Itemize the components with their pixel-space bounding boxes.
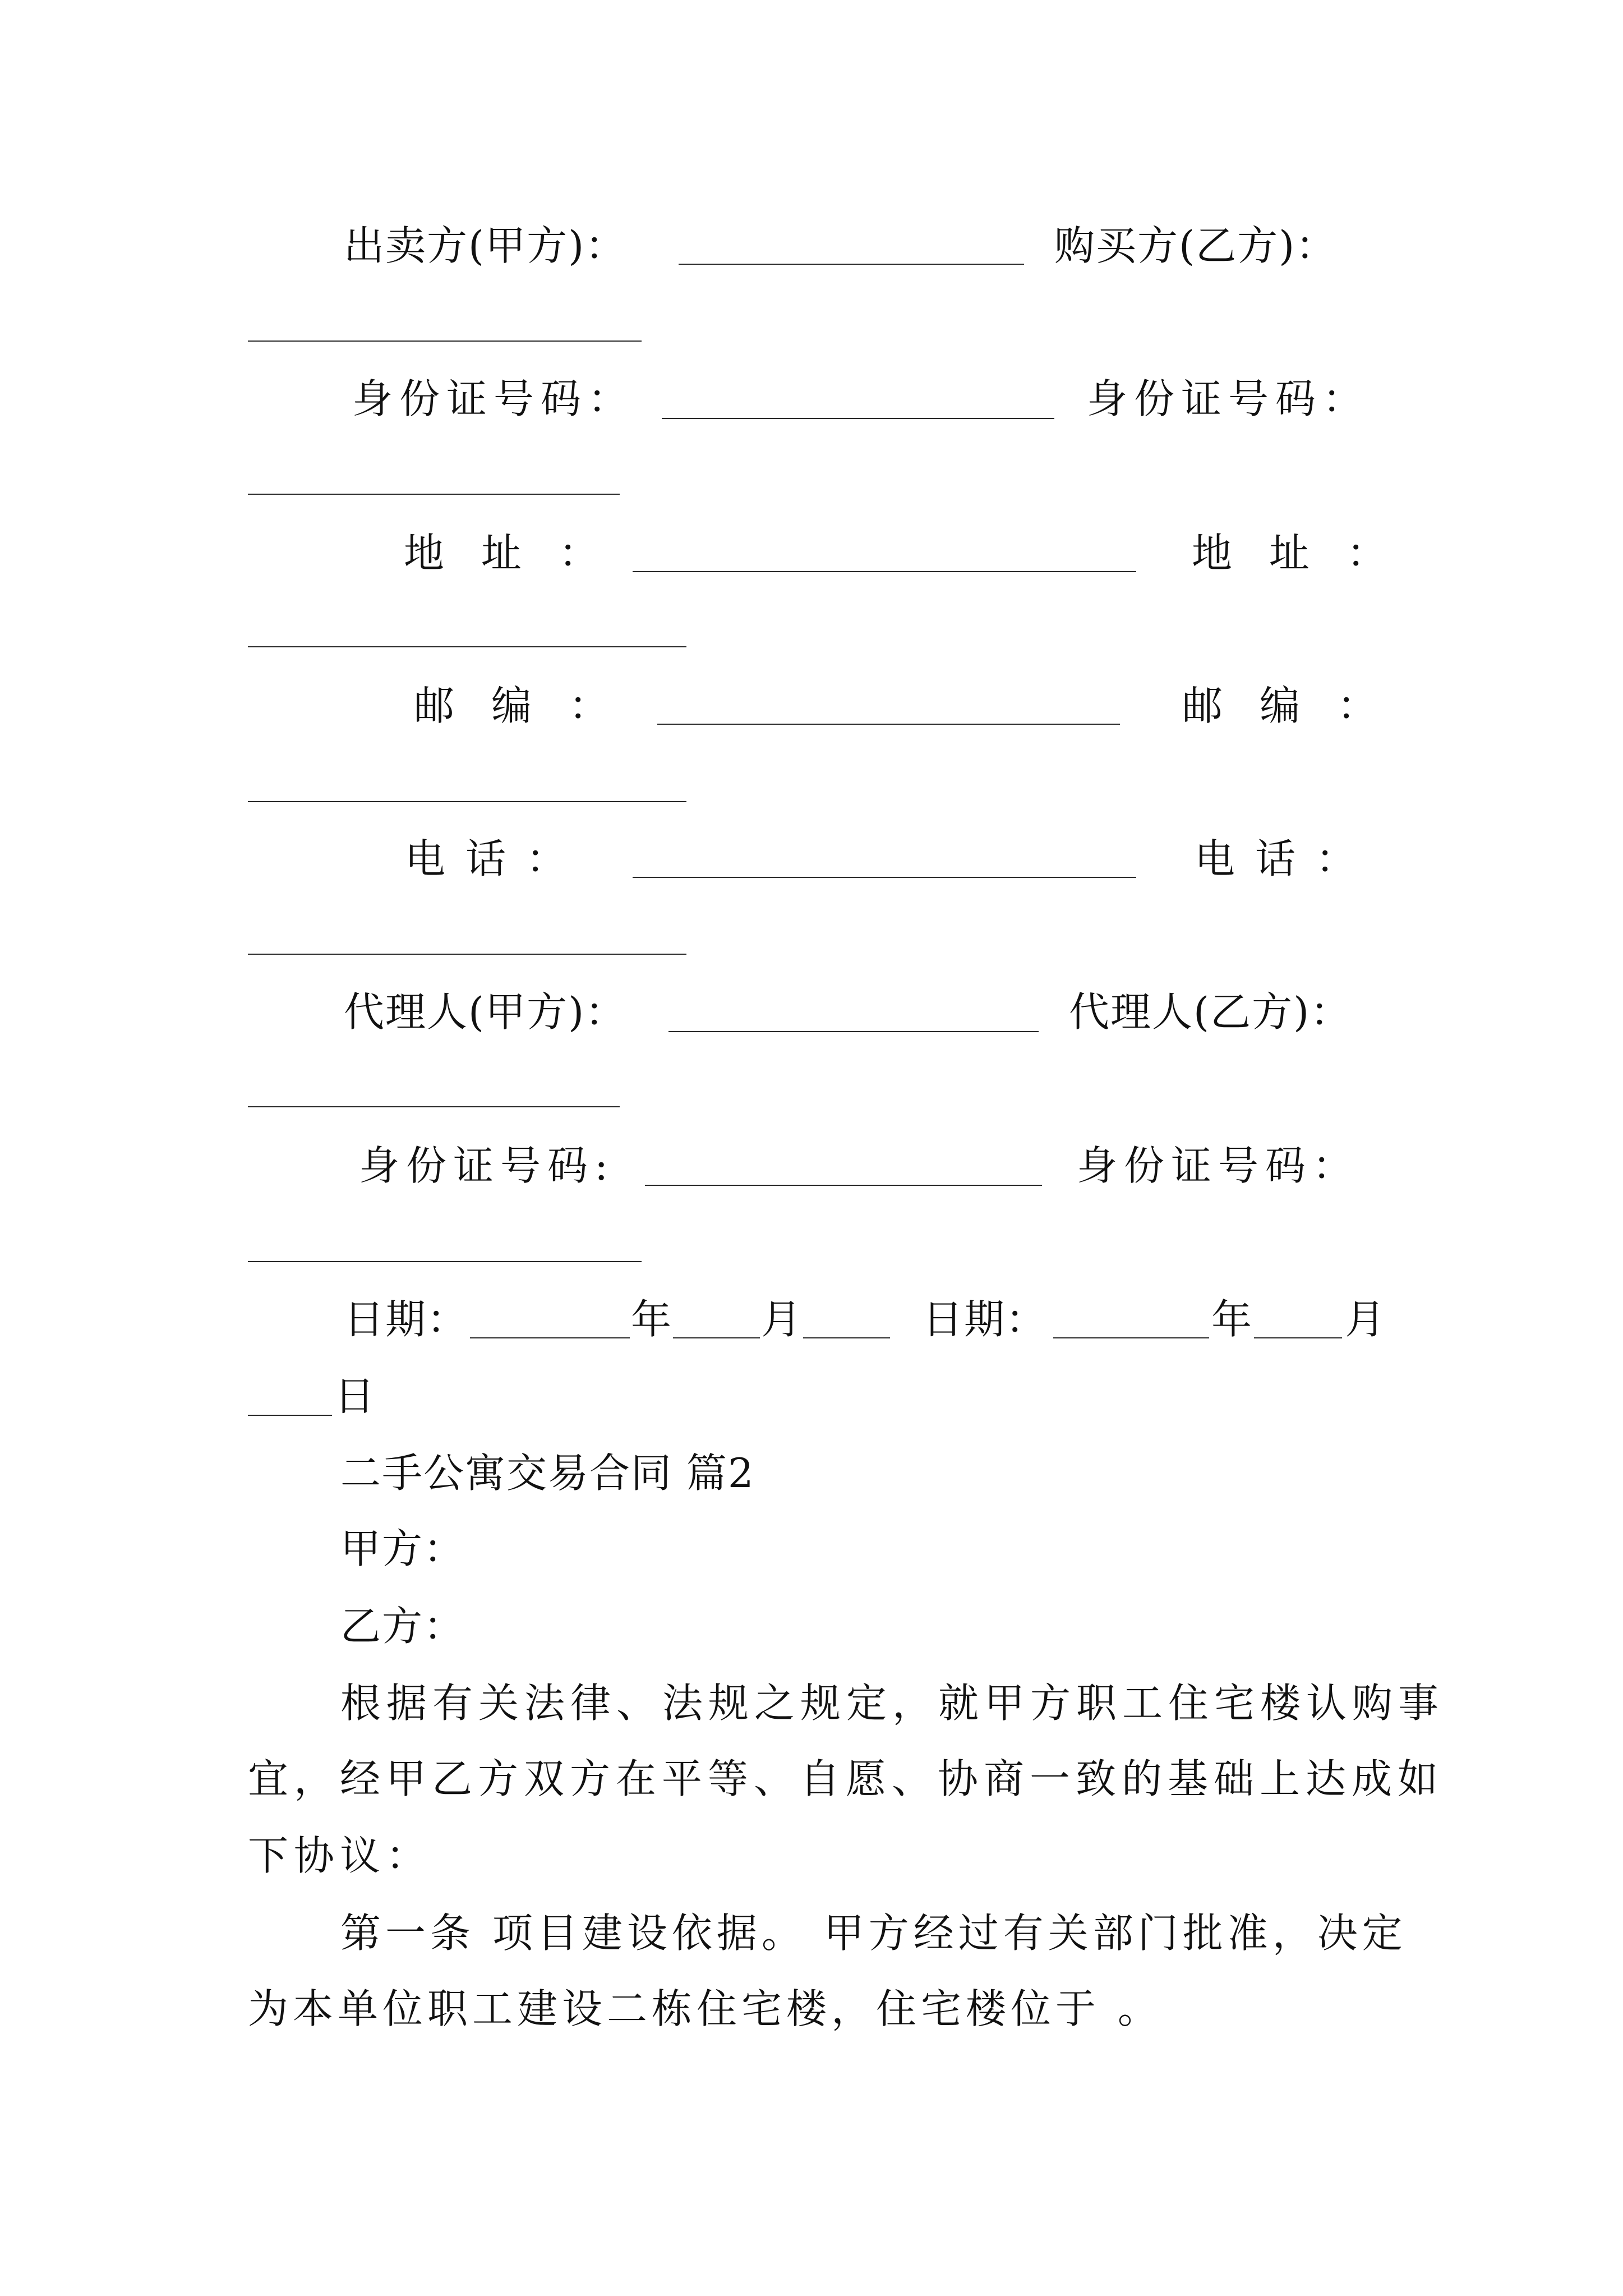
postcode-blank-seller: [657, 724, 1120, 725]
postcode-label-seller: 邮编：: [414, 682, 647, 729]
agent-id-blank-seller: [645, 1185, 1042, 1186]
paragraph-1-line-2: 宜，经甲乙方双方在平等、自愿、协商一致的基础上达成如: [248, 1755, 1444, 1802]
address-blank-buyer: [248, 646, 686, 647]
month-blank-buyer: [1254, 1337, 1342, 1338]
day-blank-seller: [803, 1337, 890, 1338]
year-seller: 年: [631, 1296, 673, 1343]
buyer-blank: [248, 341, 642, 342]
year-buyer: 年: [1211, 1296, 1253, 1343]
date-label-seller: 日期：: [344, 1296, 469, 1343]
id-blank-seller: [662, 418, 1054, 419]
year-blank-buyer: [1053, 1337, 1209, 1338]
date-label-buyer: 日期：: [923, 1296, 1048, 1343]
address-blank-seller: [633, 571, 1136, 572]
day-blank-buyer: [248, 1415, 332, 1416]
address-label-buyer: 地址：: [1192, 530, 1424, 577]
seller-blank: [679, 264, 1024, 265]
paragraph-1-line-1: 根据有关法律、法规之规定，就甲方职工住宅楼认购事: [340, 1680, 1445, 1727]
postcode-blank-buyer: [248, 801, 686, 802]
phone-label-buyer: 电话：: [1195, 835, 1377, 882]
paragraph-1-line-3: 下协议：: [248, 1832, 432, 1879]
agent-label-buyer: 代理人(乙方)：: [1069, 988, 1352, 1036]
agent-blank-buyer: [248, 1106, 620, 1107]
postcode-label-buyer: 邮编：: [1182, 682, 1415, 729]
buyer-label: 购买方(乙方)：: [1054, 222, 1338, 269]
month-buyer: 月: [1345, 1296, 1387, 1343]
agent-id-label-buyer: 身份证号码：: [1077, 1142, 1360, 1189]
party-a-label: 甲方：: [340, 1525, 465, 1572]
address-label-seller: 地址：: [404, 530, 637, 577]
agent-id-blank-buyer: [248, 1261, 642, 1262]
month-seller: 月: [761, 1296, 803, 1343]
year-blank-seller: [470, 1337, 630, 1338]
paragraph-2-line-1: 第一条 项目建设依据。 甲方经过有关部门批准，决定: [340, 1910, 1407, 1957]
phone-label-seller: 电话：: [405, 835, 587, 882]
section-heading: 二手公寓交易合同 篇2: [340, 1450, 755, 1497]
paragraph-2-line-2: 为本单位职工建设二栋住宅楼，住宅楼位于 。: [248, 1985, 1163, 2032]
month-blank-seller: [673, 1337, 760, 1338]
seller-label: 出卖方(甲方)：: [344, 222, 627, 269]
agent-blank-seller: [668, 1031, 1039, 1032]
phone-blank-buyer: [248, 954, 686, 955]
agent-id-label-seller: 身份证号码:: [359, 1142, 615, 1189]
phone-blank-seller: [633, 877, 1136, 878]
day-buyer: 日: [334, 1373, 376, 1420]
id-label-seller: 身份证号码：: [352, 375, 635, 422]
id-blank-buyer: [248, 494, 620, 495]
party-b-label: 乙方：: [340, 1603, 465, 1650]
agent-label-seller: 代理人(甲方)：: [344, 988, 627, 1036]
id-label-buyer: 身份证号码：: [1087, 375, 1370, 422]
